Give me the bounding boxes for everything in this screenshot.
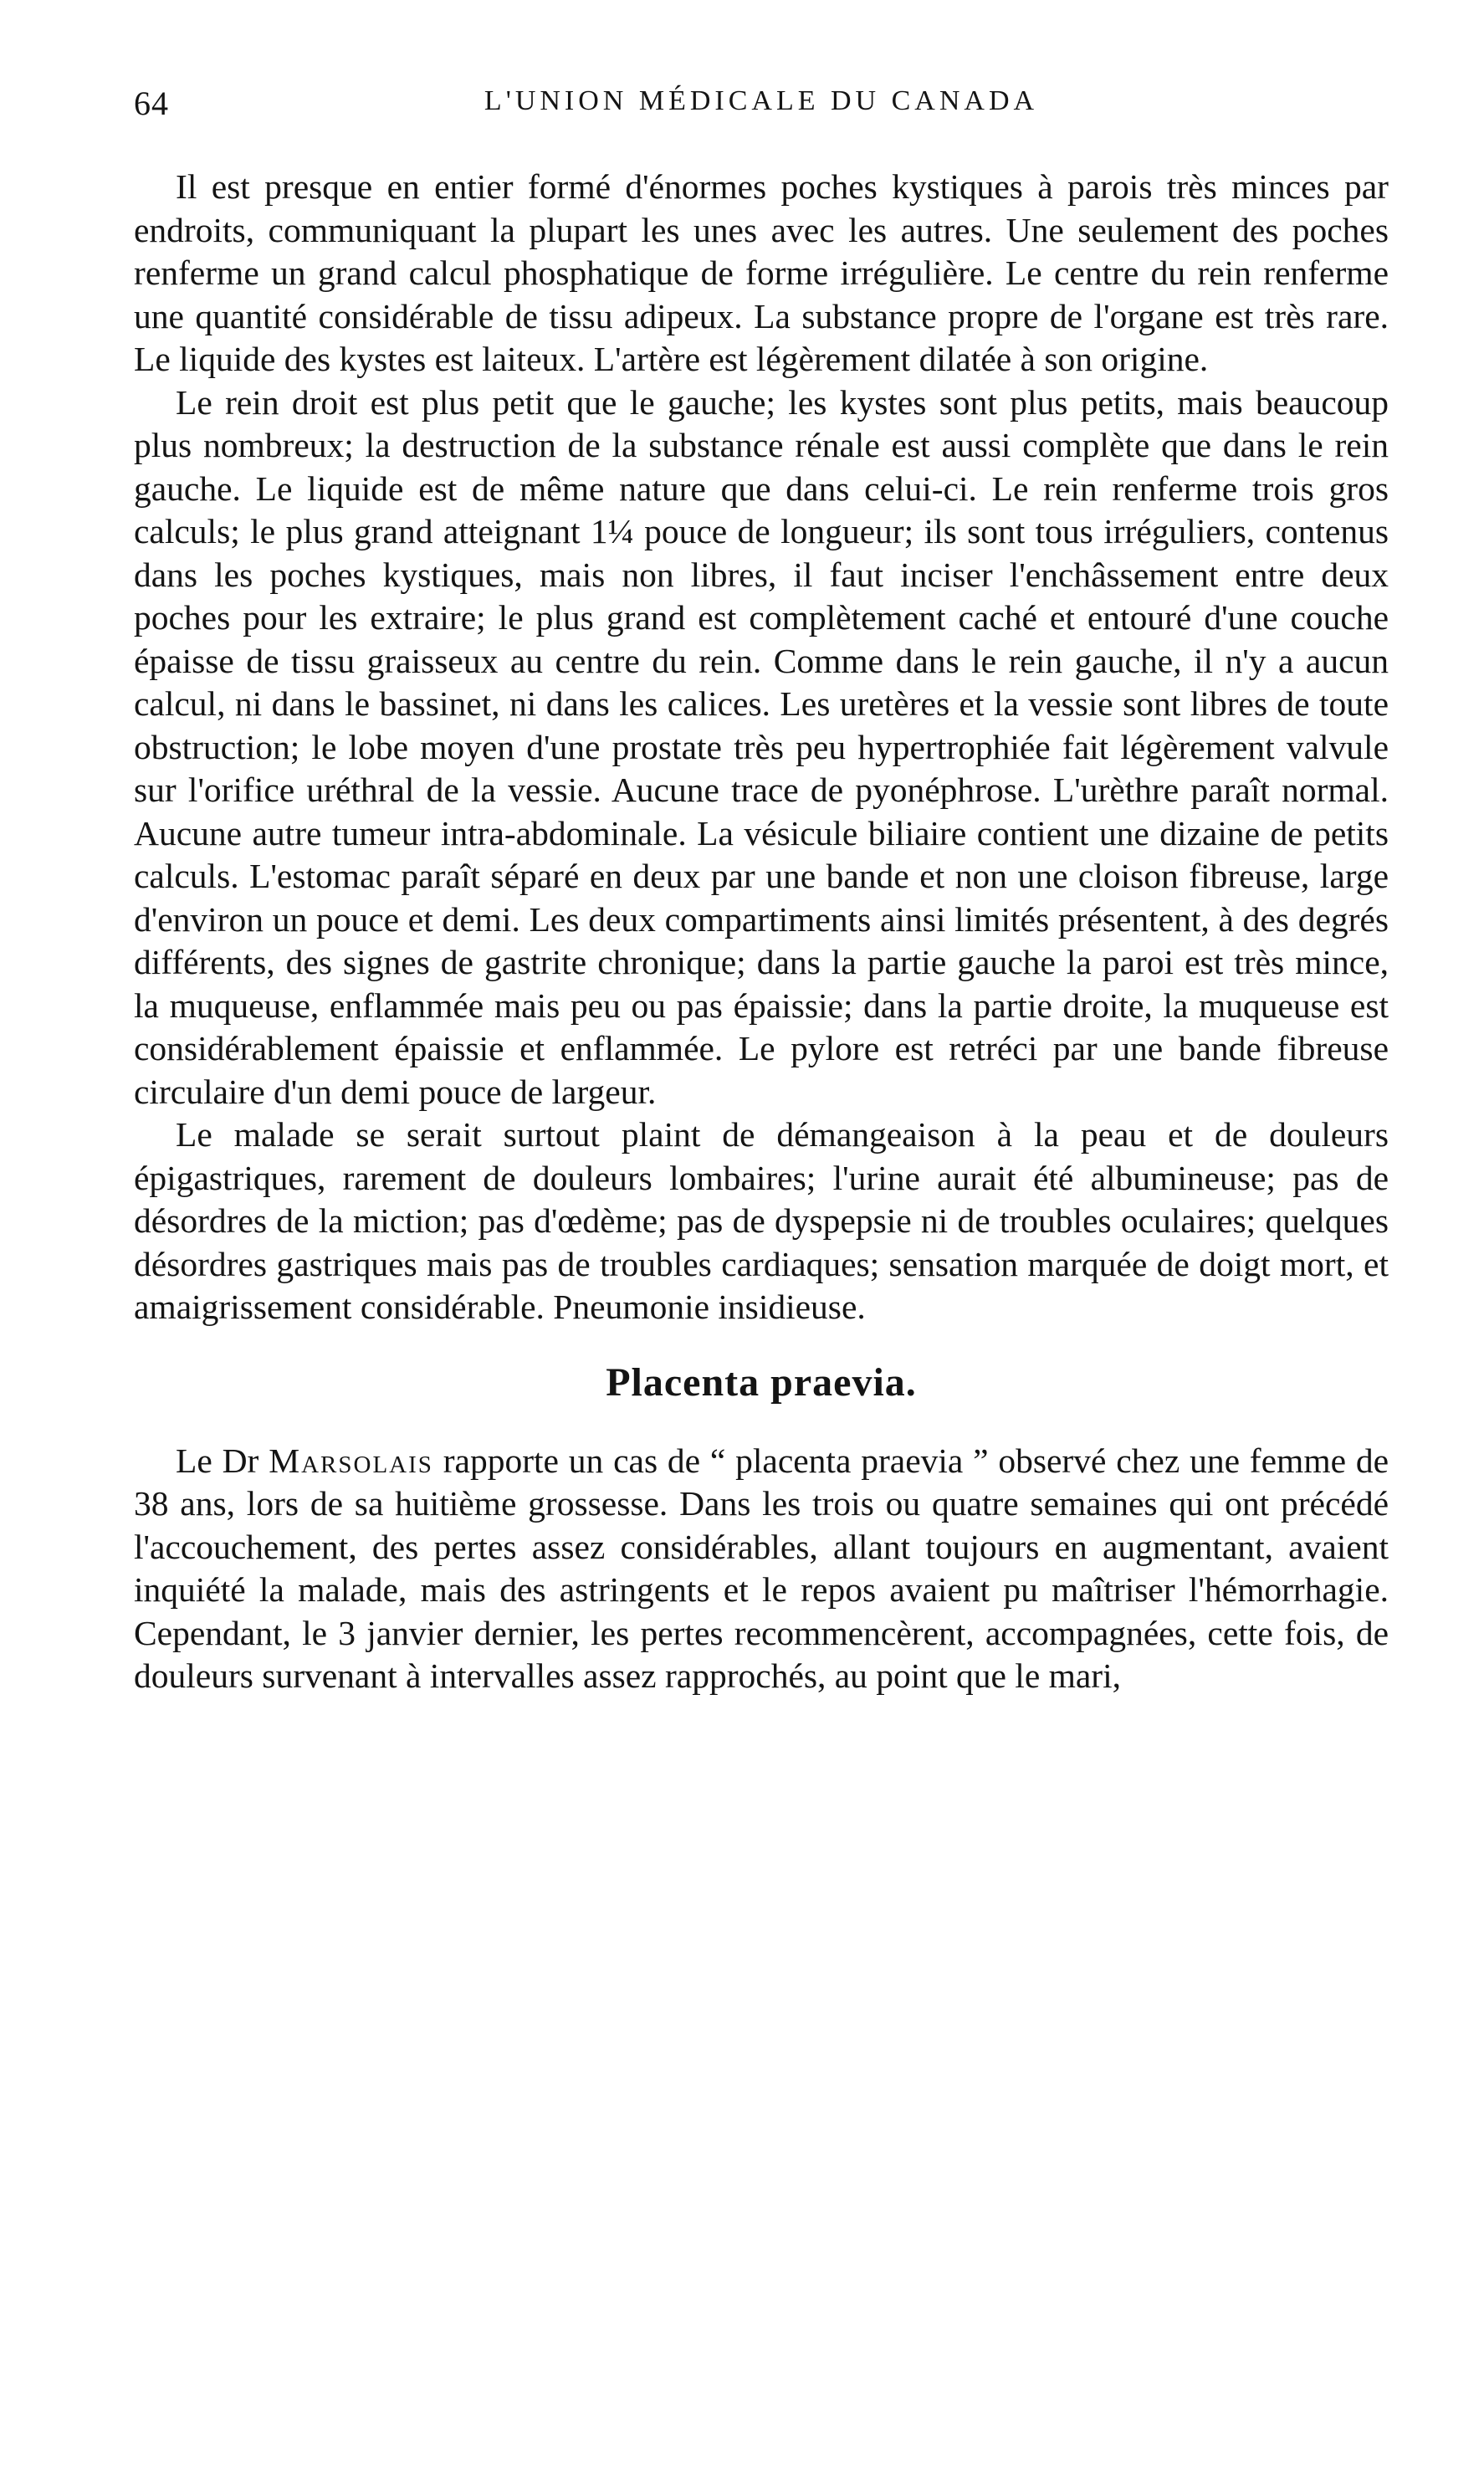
page-number: 64 bbox=[134, 84, 169, 122]
section-title: Placenta praevia. bbox=[606, 1359, 917, 1405]
intro-text: rapporte un cas de “ placenta praevia ” observé chez une femme de 38 ans, lors de sa huitième grossesse. Dans les trois ou quatre semaines qui ont précédé l'accouchement, des pertes assez considérables, allant toujours en augmentant, avaient inquiété la malade, mais des astringents et le repos avaient pu maîtriser l'hémorrhagie. Cependant, le 3 janvier dernier, les pertes recommencèrent, accompagnées, cette fois, de douleurs survenant à intervalles assez rapprochés, au point que le mari, bbox=[134, 1441, 1389, 1695]
paragraph: Le malade se serait surtout plaint de démangeaison à la peau et de douleurs épigastriques, rarement de douleurs lombaires; l'urine aurait été albumineuse; pas de désordres de la miction; pas d'œdème; pas de dyspepsie ni de troubles oculaires; quelques désordres gastriques mais pas de troubles cardiaques; sensation marquée de doigt mort, et amaigrissement considérable. Pneumonie insidieuse. bbox=[134, 1115, 1389, 1326]
author-name: Marsolais bbox=[269, 1441, 433, 1480]
intro-prefix: Le Dr bbox=[176, 1441, 269, 1480]
paragraph: Il est presque en entier formé d'énormes poches kystiques à parois très minces par endroits, communiquant la plupart les unes avec les autres. Une seulement des poches renferme un grand calcul phosphatique de forme irrégulière. Le centre du rein renferme une quantité considérable de tissu adipeux. La substance propre de l'organe est très rare. Le liquide des kystes est laiteux. L'artère est légèrement dilatée à son origine. bbox=[134, 167, 1389, 378]
paragraph: Le rein droit est plus petit que le gauche; les kystes sont plus petits, mais beaucoup plus nombreux; la destruction de la substance rénale est aussi complète que dans le rein gauche. Le liquide est de même nature que dans celui-ci. Le rein renferme trois gros calculs; le plus grand atteignant 1¼ pouce de longueur; ils sont tous irréguliers, contenus dans les poches kystiques, mais non libres, il faut inciser l'enchâssement entre deux poches pour les extraire; le plus grand est complètement caché et entouré d'une couche épaisse de tissu graisseux au centre du rein. Comme dans le rein gauche, il n'y a aucun calcul, ni dans le bassinet, ni dans les calices. Les uretères et la vessie sont libres de toute obstruction; le lobe moyen d'une prostate très peu hypertrophiée fait légèrement valvule sur l'orifice uréthral de la vessie. Aucune trace de pyonéphrose. L'urèthre paraît normal. Aucune autre tumeur intra-abdominale. La vésicule biliaire contient une dizaine de petits calculs. L'estomac paraît séparé en deux par une bande et non une cloison fibreuse, large d'environ un pouce et demi. Les deux compartiments ainsi limités présentent, à des degrés différents, des signes de gastrite chronique; dans la partie gauche la paroi est très mince, la muqueuse, enflammée mais peu ou pas épaissie; dans la partie droite, la muqueuse est considérablement épaissie et enflammée. Le pylore est retréci par une bande fibreuse circulaire d'un demi pouce de largeur. bbox=[134, 382, 1389, 1111]
section-intro-paragraph bbox=[134, 1440, 1389, 1698]
article-body bbox=[134, 166, 1389, 1698]
journal-title: L'UNION MÉDICALE DU CANADA bbox=[484, 85, 1039, 116]
running-head bbox=[134, 84, 1389, 134]
document-page bbox=[134, 84, 1389, 1698]
